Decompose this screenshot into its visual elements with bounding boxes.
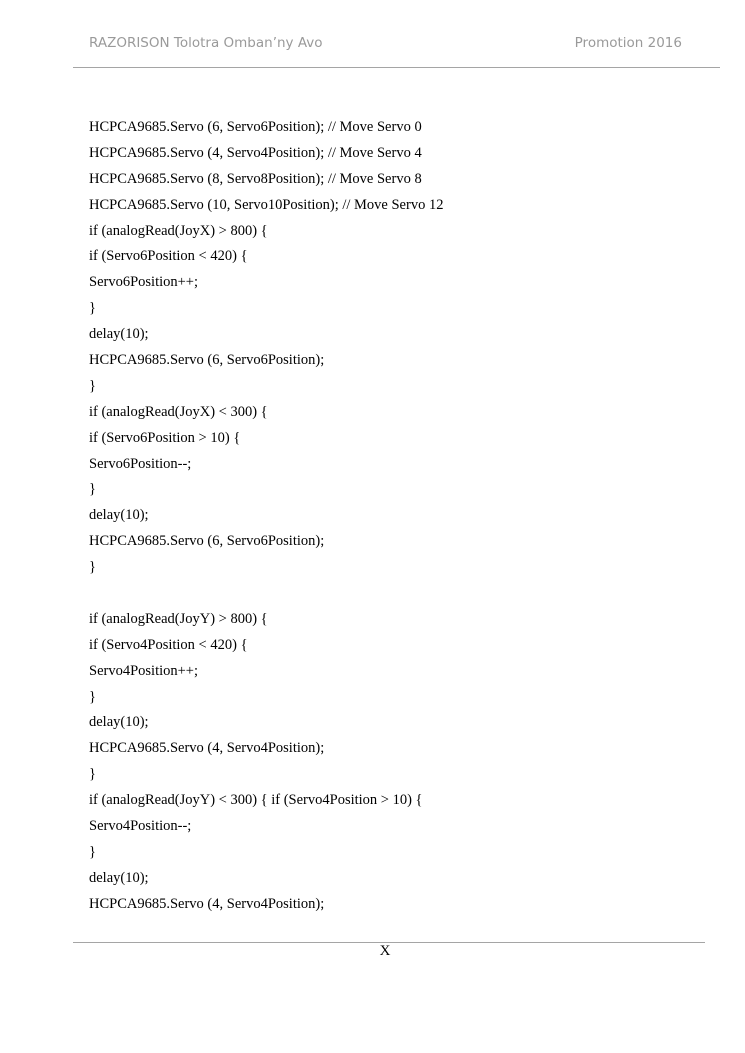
code-line: HCPCA9685.Servo (10, Servo10Position); // Move Servo 12 xyxy=(89,196,444,213)
code-line: } xyxy=(89,377,96,394)
code-line: if (analogRead(JoyX) < 300) { xyxy=(89,403,268,420)
code-line: HCPCA9685.Servo (6, Servo6Position); xyxy=(89,352,325,369)
code-line: HCPCA9685.Servo (4, Servo4Position); xyxy=(89,895,325,912)
page-number: X xyxy=(379,943,391,959)
code-line: HCPCA9685.Servo (6, Servo6Position); // Move Servo 0 xyxy=(89,119,422,135)
code-line: } xyxy=(89,300,96,317)
code-line: HCPCA9685.Servo (6, Servo6Position); xyxy=(89,533,325,550)
code-line: delay(10); xyxy=(89,714,149,731)
code-line: delay(10); xyxy=(89,326,149,343)
code-line: Servo6Position--; xyxy=(89,455,192,472)
code-line: delay(10); xyxy=(89,507,149,524)
code-line: } xyxy=(89,766,96,783)
code-line: if (analogRead(JoyX) > 800) { xyxy=(89,222,268,239)
code-line: } xyxy=(89,688,96,705)
code-line: HCPCA9685.Servo (4, Servo4Position); xyxy=(89,740,325,757)
code-listing xyxy=(89,115,443,918)
code-line: HCPCA9685.Servo (8, Servo8Position); // Move Servo 8 xyxy=(89,170,422,187)
code-line: Servo6Position++; xyxy=(89,274,199,291)
code-line: delay(10); xyxy=(89,869,149,886)
code-line: } xyxy=(89,559,96,576)
code-line: if (analogRead(JoyY) < 300) { if (Servo4Position > 10) { xyxy=(89,792,423,809)
code-line: if (Servo6Position < 420) { xyxy=(89,248,248,265)
header-divider xyxy=(73,67,720,68)
code-line: Servo4Position++; xyxy=(89,662,199,679)
header-promotion: Promotion 2016 xyxy=(574,35,682,51)
code-line: HCPCA9685.Servo (4, Servo4Position); // Move Servo 4 xyxy=(89,144,422,161)
code-line: if (Servo6Position > 10) { xyxy=(89,429,241,446)
code-line: if (Servo4Position < 420) { xyxy=(89,636,248,653)
code-line xyxy=(89,581,443,607)
header-author: RAZORISON Tolotra Omban’ny Avo xyxy=(89,35,323,51)
code-line: } xyxy=(89,481,96,498)
code-line: if (analogRead(JoyY) > 800) { xyxy=(89,610,268,627)
code-line: } xyxy=(89,843,96,860)
code-line: Servo4Position--; xyxy=(89,818,192,835)
